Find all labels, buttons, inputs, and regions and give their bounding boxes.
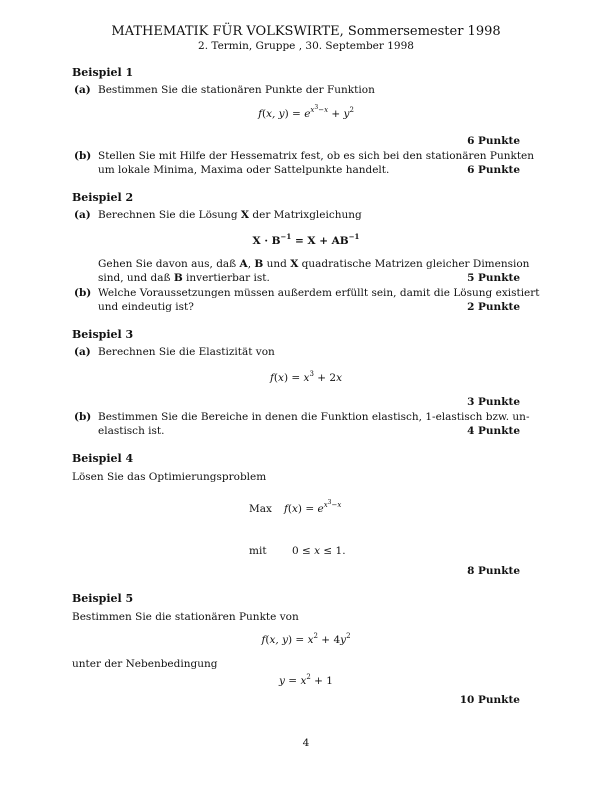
ex2-a-text-2a: Gehen Sie davon aus, daß A, B und X quadratische Matrizen gleicher Dimension — [98, 258, 530, 270]
ex4-heading: Beispiel 4 — [72, 452, 134, 465]
ex1-heading: Beispiel 1 — [72, 66, 134, 79]
ex2-a-text: Berechnen Sie die Lösung X der Matrixgleichung — [98, 209, 362, 221]
ex5-text: Bestimmen Sie die stationären Punkte von — [72, 611, 299, 623]
ex3-b-text-line2: elastisch ist. — [98, 425, 165, 437]
ex1-b-text-line1: Stellen Sie mit Hilfe der Hessematrix fest, ob es sich bei den stationären Punkten — [98, 150, 535, 162]
ex5-points: 10 Punkte — [459, 694, 520, 706]
ex2-b-points: 2 Punkte — [467, 301, 520, 313]
ex3-b-label: (b) — [74, 411, 92, 423]
ex3-a-formula: $f(x) = x^3 + 2x$ — [270, 370, 342, 384]
ex1-a-text: Bestimmen Sie die stationären Punkte der Funktion — [98, 84, 375, 96]
ex3-b-points: 4 Punkte — [467, 425, 520, 437]
ex4-max-formula: $f(x) = e^{x^3-x}$ — [284, 499, 342, 515]
ex5-constraint: $y = x^2 + 1$ — [279, 673, 333, 687]
ex3-a-label: (a) — [74, 346, 91, 358]
ex2-a-label: (a) — [74, 209, 91, 221]
ex3-b-text-line1: Bestimmen Sie die Bereiche in denen die Funktion elastisch, 1-elastisch bzw. un- — [98, 411, 530, 423]
ex5-text-2: unter der Nebenbedingung — [72, 658, 218, 670]
ex4-points: 8 Punkte — [467, 565, 520, 577]
ex1-b-label: (b) — [74, 150, 92, 162]
ex3-a-text: Berechnen Sie die Elastizität von — [98, 346, 275, 358]
ex4-text: Lösen Sie das Optimierungsproblem — [72, 471, 267, 483]
ex2-a-points: 5 Punkte — [467, 272, 520, 284]
page-title: MATHEMATIK FÜR VOLKSWIRTE, Sommersemester 1998 — [111, 24, 501, 39]
ex2-b-text-line2: und eindeutig ist? — [98, 301, 194, 313]
ex4-max-label: Max — [249, 503, 272, 515]
ex3-a-points: 3 Punkte — [467, 396, 520, 408]
ex3-heading: Beispiel 3 — [72, 328, 134, 341]
ex4-mit-formula: 0 ≤ x ≤ 1. — [292, 545, 346, 557]
ex2-b-text-line1: Welche Voraussetzungen müssen außerdem erfüllt sein, damit die Lösung existiert — [98, 287, 540, 299]
ex2-a-text-2b: sind, und daß B invertierbar ist. — [98, 272, 270, 284]
page-subtitle: 2. Termin, Gruppe , 30. September 1998 — [198, 40, 414, 52]
ex4-mit-label: mit — [249, 545, 267, 557]
ex1-b-points: 6 Punkte — [467, 164, 520, 176]
ex1-a-formula: f(x, $y) = e^{x^3-x} + y^2$ — [258, 104, 354, 120]
ex1-a-points: 6 Punkte — [467, 135, 520, 147]
ex2-heading: Beispiel 2 — [72, 191, 134, 204]
page-number: 4 — [302, 737, 310, 749]
ex5-formula: f(x, $y) = x^2 + 4y^2$ — [261, 632, 351, 646]
ex2-b-label: (b) — [74, 287, 92, 299]
ex2-a-formula: $X \cdot B^{-1} = X + AB^{-1}$ — [252, 232, 360, 247]
ex5-heading: Beispiel 5 — [72, 592, 134, 605]
ex1-a-label: (a) — [74, 84, 91, 96]
ex1-b-text-line2: um lokale Minima, Maxima oder Sattelpunkte handelt. — [98, 164, 390, 176]
